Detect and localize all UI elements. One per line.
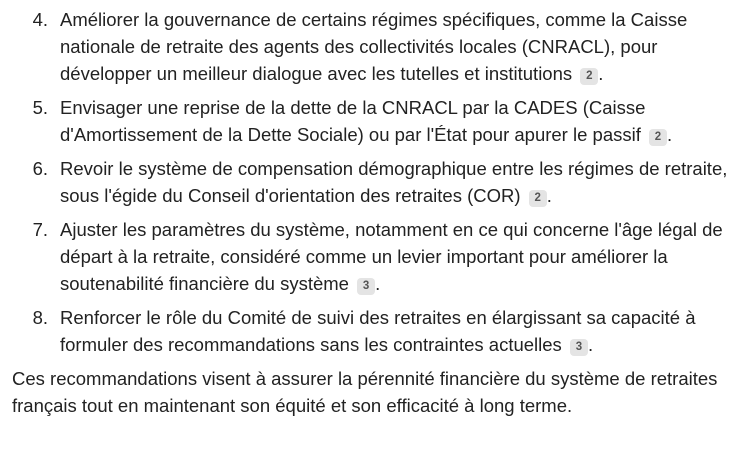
list-number: 7. — [32, 219, 48, 240]
citation-badge[interactable]: 2 — [649, 129, 667, 146]
list-item-text: Améliorer la gouvernance de certains régimes spécifiques, comme la Caisse nationale de retraite des agents des collectivités locales (CNRACL), pour développer un meilleur dialogue avec les tutelles et institutions — [60, 9, 688, 84]
list-item-body — [60, 155, 738, 209]
list-number: 5. — [32, 97, 48, 118]
citation-badge[interactable]: 3 — [357, 278, 375, 295]
list-item — [12, 94, 738, 148]
list-item — [12, 155, 738, 209]
list-item-text: Envisager une reprise de la dette de la CNRACL par la CADES (Caisse d'Amortissement de la Dette Sociale) ou par l'État pour apurer le passif — [60, 97, 646, 145]
sentence-end: . — [598, 63, 604, 84]
list-item — [12, 216, 738, 297]
sentence-end: . — [587, 334, 594, 355]
list-number: 4. — [32, 9, 48, 30]
list-number: 8. — [32, 307, 48, 328]
citation-badge[interactable]: 2 — [580, 68, 598, 85]
citation-badge[interactable]: 2 — [529, 190, 547, 207]
list-item-text: Ajuster les paramètres du système, notamment en ce qui concerne l'âge légal de départ à la retraite, considéré comme un levier important pour améliorer la soutenabilité financière du système — [60, 219, 723, 294]
conclusion-paragraph: Ces recommandations visent à assurer la pérennité financière du système de retraites français tout en maintenant son équité et son efficacité à long terme. — [12, 368, 718, 416]
list-number: 6. — [32, 158, 48, 179]
list-item — [12, 304, 738, 358]
list-item-body — [60, 6, 738, 87]
list-item-text: Renforcer le rôle du Comité de suivi des retraites en élargissant sa capacité à formuler des recommandations sans les contraintes actuelles — [60, 307, 696, 355]
list-item-body — [60, 216, 738, 297]
sentence-end: . — [546, 185, 552, 206]
list-item-body — [60, 304, 738, 358]
list-item-body — [60, 94, 738, 148]
sentence-end: . — [667, 124, 673, 145]
list-item-text: Revoir le système de compensation démographique entre les régimes de retraite, sous l'égide du Conseil d'orientation des retraites (COR) — [60, 158, 728, 206]
list-item — [12, 6, 738, 87]
citation-badge[interactable]: 3 — [570, 339, 588, 356]
sentence-end: . — [375, 273, 381, 294]
recommendation-list — [12, 6, 738, 358]
